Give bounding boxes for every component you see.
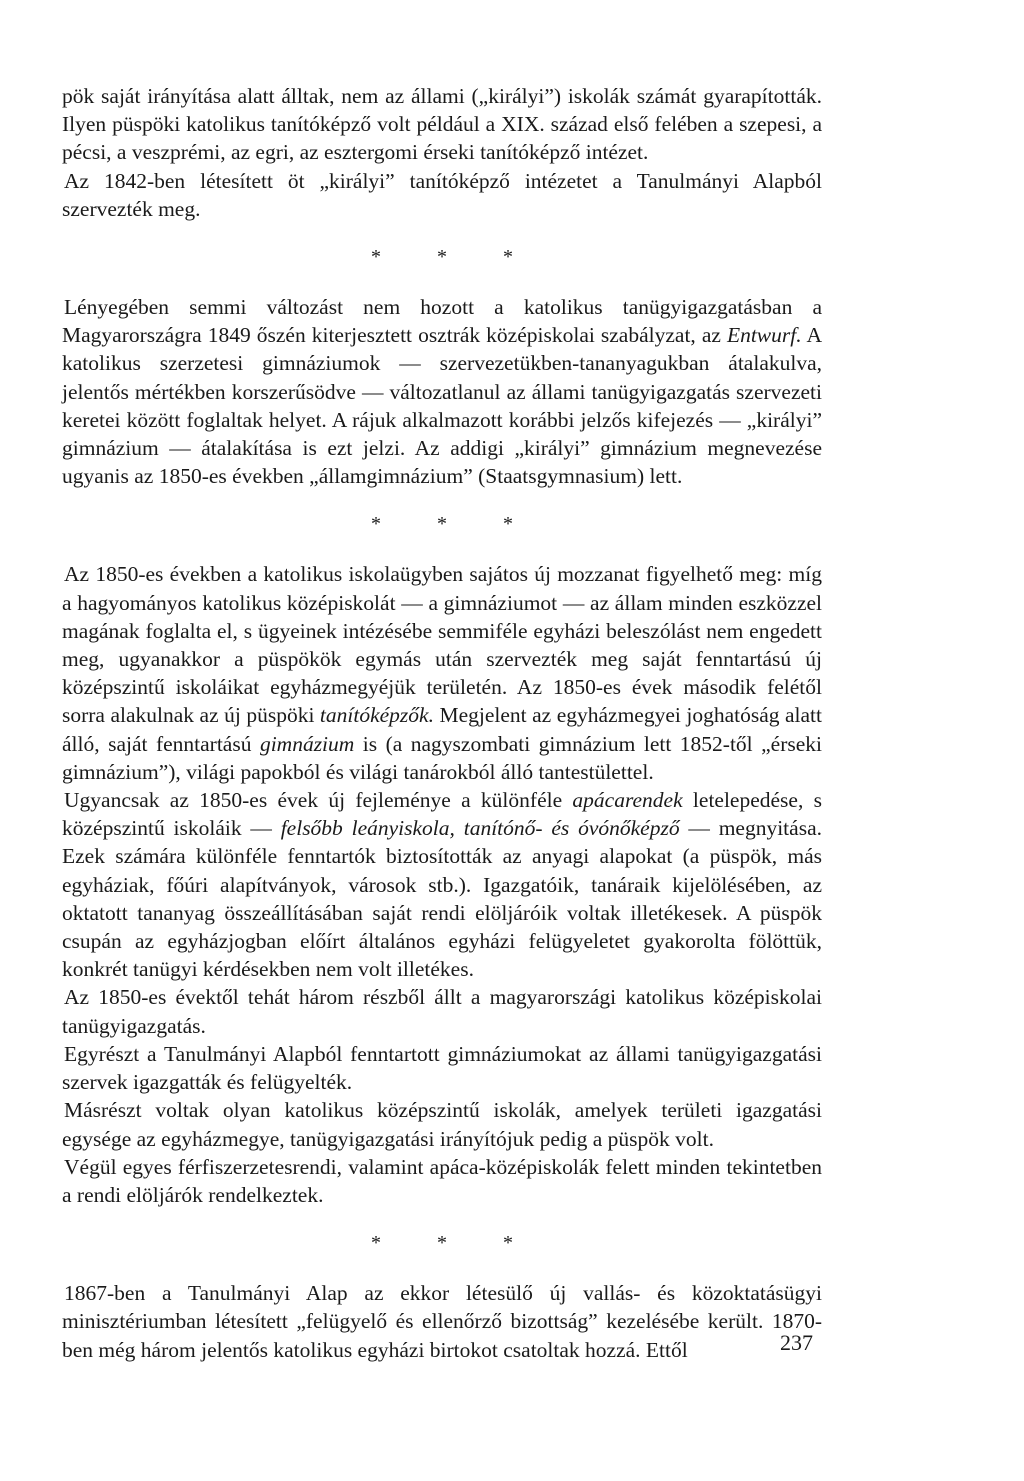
- text-segment: Egyrészt a Tanulmányi Alapból fenntartott gimnáziumokat az állami tanügyigazgatási szervek igazgatták és felügyelték.: [62, 1041, 822, 1095]
- text-segment: Az 1842-ben létesített öt „királyi” tanítóképző intézetet a Tanulmányi Alapból szervezték meg.: [62, 168, 822, 221]
- paragraph: [62, 1096, 822, 1152]
- text-segment: Másrészt voltak olyan katolikus középszintű iskolák, amelyek területi igazgatási egysége az egyházmegye, tanügyigazgatási irányítójuk pedig a püspök volt.: [62, 1098, 822, 1151]
- italic-text: tanítóképzők.: [319, 703, 434, 728]
- separator-asterisk: *: [371, 246, 381, 269]
- text-segment: Lényegében semmi változást nem hozott a katolikus tanügyigazgatásban a Magyarországra 1849 őszén kiterjesztett osztrák középiskolai szabályzat, az: [62, 295, 822, 348]
- paragraph: [62, 1153, 822, 1209]
- text-segment: Ugyancsak az 1850-es évek új fejleménye a különféle: [64, 788, 573, 813]
- section-separator: [62, 504, 822, 544]
- italic-text: gimnázium: [259, 731, 355, 756]
- text-segment: 1867-ben a Tanulmányi Alap az ekkor létesülő új vallás- és közoktatásügyi minisztériumban létesített „felügyelő és ellenőrző bizottság” kezelésébe került. 1870-ben még három jelentős katolikus egyházi birtokot csatoltak hozzá. Ettől: [62, 1281, 822, 1362]
- paragraph: [62, 82, 822, 167]
- text-segment: A katolikus szerzetesi gimnáziumok — szervezetükben-tananyagukban átalakulva, jelentős mértékben korszerűsödve — változatlanul az állami tanügyigazgatás szervezeti keretei között foglaltak helyet. A rájuk alkalmazott korábbi jelzős kifejezés — „királyi” gimnázium — átalakítása is ezt jelzi. Az addigi „királyi” gimnázium megnevezése ugyanis az 1850-es években „államgimnázium” (Staatsgymnasium) lett.: [62, 323, 823, 489]
- text-segment: Az 1850-es években a katolikus iskolaügyben sajátos új mozzanat figyelhető meg: míg a hagyományos katolikus középiskolát — a gimnáziumot — az állam minden eszközzel magának foglalta el, s ügyeinek intézésébe semmiféle egyházi beleszólást nem engedett meg, ugyanakkor a püspökök egymás után szervezték meg saját fenntartású új középszintű iskoláikat egyházmegyéjük területén. Az 1850-es évek második felétől sorra alakulnak az új püspöki: [62, 562, 822, 728]
- separator-asterisk: *: [437, 1232, 447, 1255]
- separator-asterisk: *: [371, 1232, 381, 1255]
- separator-asterisk: *: [503, 1232, 513, 1255]
- text-segment: letelepedése, s középszintű iskoláik —: [62, 788, 822, 841]
- paragraph: [62, 1279, 822, 1364]
- separator-asterisk: *: [437, 513, 447, 536]
- separator-asterisk: *: [371, 513, 381, 536]
- paragraph: [62, 560, 822, 786]
- separator-asterisk: *: [503, 513, 513, 536]
- paragraph: [62, 167, 822, 223]
- text-segment: Végül egyes férfiszerzetesrendi, valamint apáca-középiskolák felett minden tekintetben a rendi elöljárók rendelkeztek.: [62, 1154, 822, 1207]
- document-body: [62, 82, 822, 1364]
- text-segment: Megjelent az egyházmegyei joghatóság alatt álló, saját fenntartású: [62, 703, 822, 756]
- paragraph: [62, 786, 822, 983]
- text-segment: is (a nagyszombati gimnázium lett 1852-től „érseki gimnázium”), világi papokból és világi tanárokból álló tantestülettel.: [62, 731, 822, 784]
- section-separator: [62, 1223, 822, 1263]
- text-segment: — megnyitása. Ezek számára különféle fenntartók biztosították az anyagi alapokat (a püspök, más egyháziak, főúri alapítványok, városok stb.). Igazgatóik, tanáraik kijelölésében, az oktatott tananyag összeállításában saját rendi elöljáróik voltak illetékesek. A püspök csupán az egyházjogban előírt általános egyházi felügyeletet gyakorolta fölöttük, konkrét tanügyi kérdésekben nem volt illetékes.: [62, 816, 822, 982]
- separator-asterisk: *: [437, 246, 447, 269]
- text-segment: pök saját irányítása alatt álltak, nem az állami („királyi”) iskolák számát gyarapították. Ilyen püspöki katolikus tanítóképző volt például a XIX. század első felében a szepesi, a pécsi, a veszprémi, az egri, az esztergomi érseki tanítóképző intézet.: [62, 84, 822, 165]
- text-segment: Az 1850-es évektől tehát három részből állt a magyarországi katolikus középiskolai tanügyigazgatás.: [62, 985, 822, 1038]
- separator-asterisk: *: [503, 246, 513, 269]
- paragraph: [62, 293, 822, 490]
- paragraph: [62, 1040, 822, 1096]
- paragraph: [62, 983, 822, 1039]
- italic-text: felsőbb leányiskola, tanítónő- és óvónőképző: [280, 816, 680, 841]
- page-number: 237: [780, 1330, 813, 1355]
- italic-text: apácarendek: [572, 788, 683, 813]
- section-separator: [62, 237, 822, 277]
- italic-text: Entwurf.: [726, 323, 802, 348]
